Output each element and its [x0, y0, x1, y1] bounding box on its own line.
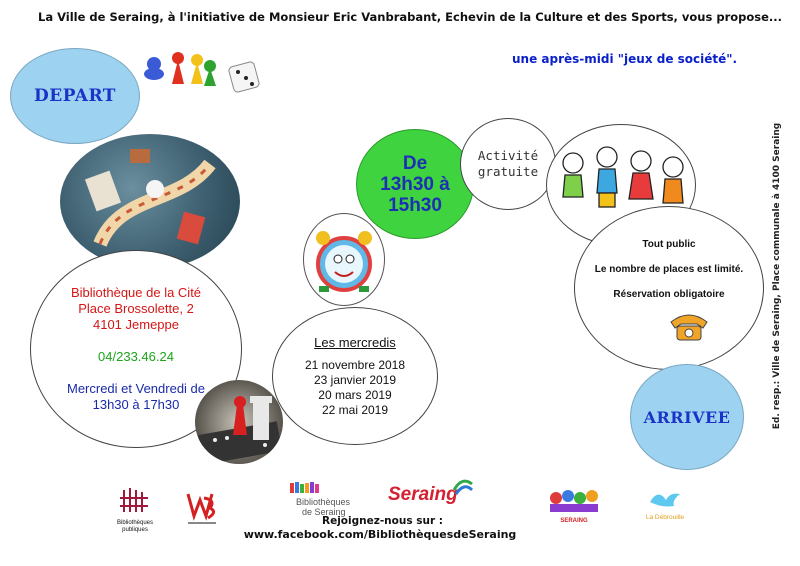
- la-debrouille-logo: [640, 486, 690, 522]
- bird-icon: [640, 486, 690, 510]
- books-icon: [288, 481, 372, 493]
- atl-label: SERAING: [560, 518, 588, 524]
- date-item: 21 novembre 2018: [304, 357, 406, 372]
- audience-line1: Tout public: [642, 238, 696, 250]
- publisher-note: Ed. resp.: Ville de Seraing, Place communale à 4100 Seraing: [772, 122, 782, 430]
- logo-biblio-line2: de Seraing: [302, 507, 346, 517]
- free-activity-circle: [460, 118, 556, 210]
- logo-biblio-line1: Bibliothèques: [296, 497, 351, 507]
- depart-badge: [10, 48, 140, 144]
- library-hours-line2: 13h30 à 17h30: [92, 397, 180, 412]
- dates-circle: [272, 307, 438, 445]
- activity-line1: Activité: [477, 148, 539, 163]
- audience-circle: [574, 206, 764, 370]
- date-item: 20 mars 2019: [318, 387, 392, 402]
- chess-photo: [195, 380, 283, 464]
- chess-pieces-icon: [195, 380, 283, 464]
- telephone-icon: [667, 308, 711, 342]
- depart-label: DEPART: [34, 86, 116, 106]
- bibliotheques-seraing-logo: [288, 478, 372, 517]
- seraing-logo: Seraing: [388, 484, 458, 505]
- arrivee-badge: [630, 364, 744, 470]
- library-phone: 04/233.46.24: [98, 349, 174, 364]
- join-us-text: Rejoignez-nous sur :: [321, 515, 444, 527]
- time-line1: De: [402, 152, 428, 174]
- library-name: Bibliothèque de la Cité: [70, 285, 202, 300]
- alarm-clock-circle: [303, 213, 385, 306]
- federation-wb-logo: [184, 488, 220, 528]
- seraing-swirl-icon: [452, 476, 474, 496]
- date-item: 22 mai 2019: [321, 402, 389, 417]
- library-street: Place Brossolette, 2: [78, 301, 194, 316]
- facebook-url[interactable]: www.facebook.com/BibliothèquesdeSeraing: [243, 528, 517, 541]
- logo-library-label: Bibliothèques publiques: [116, 520, 154, 533]
- intro-text: La Ville de Seraing, à l'initiative de Monsieur Eric Vanbrabant, Echevin de la Culture et des Sports, vous propose...: [38, 10, 783, 24]
- debrouille-label: La Débrouille: [645, 514, 685, 521]
- time-circle: [356, 129, 474, 239]
- time-line2: 13h30 à: [380, 173, 450, 195]
- board-game-photo: [60, 134, 240, 269]
- event-subtitle: une après-midi "jeux de société".: [512, 52, 738, 66]
- audience-line3: Réservation obligatoire: [613, 288, 725, 300]
- game-pieces-icon: [136, 44, 266, 102]
- date-item: 23 janvier 2019: [313, 372, 397, 387]
- audience-line2: Le nombre de places est limité.: [594, 263, 744, 275]
- atl-seraing-logo: [546, 488, 602, 524]
- library-hours-line1: Mercredi et Vendredi de: [66, 381, 206, 396]
- arrivee-label: ARRIVEE: [643, 407, 731, 427]
- dates-title: Les mercredis: [314, 334, 396, 350]
- alarm-clock-icon: [309, 224, 379, 296]
- library-city: 4101 Jemeppe: [92, 317, 179, 332]
- time-line3: 15h30: [388, 194, 442, 216]
- library-logo-icon: [110, 486, 160, 516]
- atl-kids-icon: [546, 488, 602, 514]
- bibliotheques-publiques-logo: [110, 486, 160, 533]
- board-game-icon: [60, 134, 240, 269]
- activity-line2: gratuite: [477, 164, 539, 179]
